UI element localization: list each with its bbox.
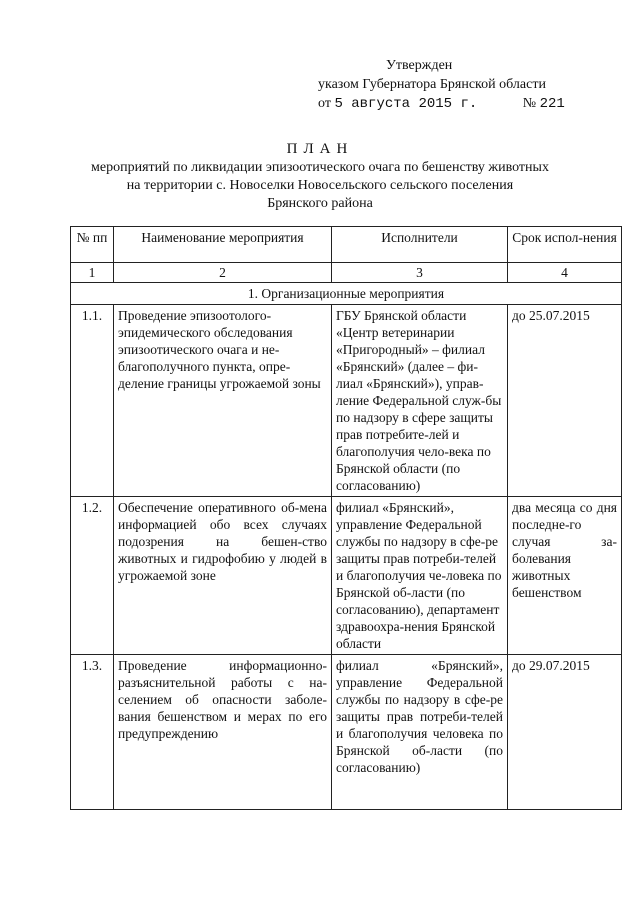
index-cell: 4 xyxy=(508,263,622,283)
approval-date-line xyxy=(318,94,565,114)
approval-line1: Утвержден xyxy=(386,58,453,73)
approval-date: 5 августа 2015 г. xyxy=(334,96,478,112)
row-executors: ГБУ Брянской области «Центр ветеринарии «Пригородный» – филиал «Брянский» (далее – фи-лиал «Брянский»), управ-ление Федеральной служ-бы по надзору в сфере защиты прав потребите-лей и благополучия чело-века по Брянской области (по согласованию) xyxy=(332,305,508,497)
approval-block xyxy=(318,56,565,114)
approval-date-prefix: от xyxy=(318,96,331,111)
approval-number: 221 xyxy=(539,96,565,112)
row-executors: филиал «Брянский», управление Федеральной службы по надзору в сфе-ре защиты прав потреби-телей и благополучия человека по Брянской об-ласти (по согласованию) xyxy=(332,655,508,810)
approval-number-label: № xyxy=(522,96,537,111)
row-num: 1.1. xyxy=(71,305,114,497)
index-cell: 1 xyxy=(71,263,114,283)
table-row xyxy=(71,497,622,655)
row-executors: филиал «Брянский», управление Федеральной службы по надзору в сфе-ре защиты прав потреби-телей и благополучия че-ловека по Брянской об-ласти (по согласованию), департамент здравоохра-нения Брянской области xyxy=(332,497,508,655)
document-subtitle xyxy=(80,159,560,213)
subtitle-line3: Брянского района xyxy=(267,196,373,211)
header-executors: Исполнители xyxy=(332,227,508,263)
row-num: 1.3. xyxy=(71,655,114,810)
index-cell: 3 xyxy=(332,263,508,283)
header-term: Срок испол-нения xyxy=(508,227,622,263)
row-term: два месяца со дня последне-го случая за-болевания животных бешенством xyxy=(508,497,622,655)
approval-line2: указом Губернатора Брянской области xyxy=(318,77,546,92)
section-row xyxy=(71,283,622,305)
table-row xyxy=(71,305,622,497)
table-row xyxy=(71,655,622,810)
plan-table xyxy=(70,226,622,810)
row-term: до 29.07.2015 xyxy=(508,655,622,810)
row-name: Проведение информационно-разъяснительной работы с на-селением об опасности заболе-вания бешенством и мерах по его предупреждению xyxy=(114,655,332,810)
row-name: Обеспечение оперативного об-мена информацией обо всех случаях подозрения на бешен-ство животных и гидрофобию у людей в угрожаемой зоне xyxy=(114,497,332,655)
row-name: Проведение эпизоотолого-эпидемического обследования эпизоотического очага и не-благополучного пункта, опре-деление границы угрожаемой зоны xyxy=(114,305,332,497)
index-cell: 2 xyxy=(114,263,332,283)
subtitle-line2: на территории с. Новоселки Новосельского сельского поселения xyxy=(126,178,514,193)
document-title: ПЛАН xyxy=(286,141,354,157)
table-header-row xyxy=(71,227,622,263)
row-term: до 25.07.2015 xyxy=(508,305,622,497)
table-index-row xyxy=(71,263,622,283)
row-num: 1.2. xyxy=(71,497,114,655)
header-num: № пп xyxy=(71,227,114,263)
section-title: 1. Организационные мероприятия xyxy=(71,283,622,305)
subtitle-line1: мероприятий по ликвидации эпизоотического очага по бешенству животных xyxy=(91,160,549,175)
header-name: Наименование мероприятия xyxy=(114,227,332,263)
